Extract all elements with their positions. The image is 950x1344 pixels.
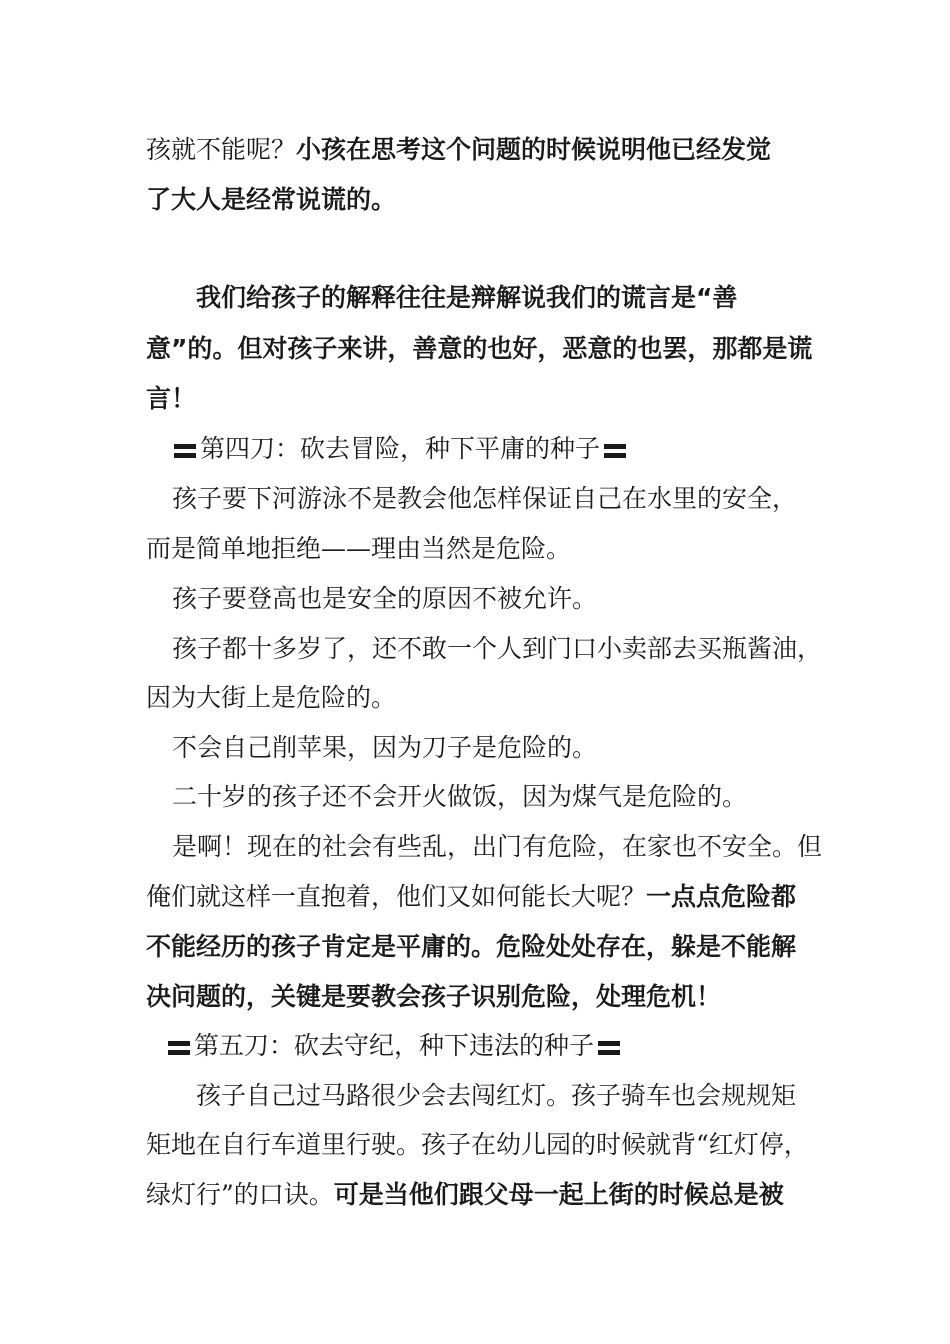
paragraph-line: 不能经历的孩子肯定是平庸的。危险处处存在，躲是不能解	[146, 932, 797, 961]
paragraph-line: 孩子要登高也是安全的原因不被允许。	[172, 584, 598, 613]
double-bar-icon	[604, 444, 626, 458]
paragraph-line: 意”的。但对孩子来讲，善意的也好，恶意的也罢，那都是谎	[146, 334, 813, 363]
paragraph-line	[146, 133, 771, 167]
text-span: 绿灯行”的口诀。	[146, 1180, 334, 1209]
bold-text-span: 小孩在思考这个问题的时候说明他已经发觉	[296, 135, 772, 164]
paragraph-line	[146, 880, 796, 914]
paragraph-line: 孩子自己过马路很少会去闯红灯。孩子骑车也会规规矩	[196, 1081, 797, 1110]
paragraph-line: 孩子要下河游泳不是教会他怎样保证自己在水里的安全，	[172, 484, 798, 513]
text-span: 孩就不能呢？	[146, 135, 297, 164]
section-heading	[164, 1029, 624, 1063]
paragraph-line: 是啊！现在的社会有些乱，出门有危险，在家也不安全。但	[172, 832, 823, 861]
section-heading-text: 第五刀：砍去守纪，种下违法的种子	[194, 1031, 595, 1060]
paragraph-line: 我们给孩子的解释往往是辩解说我们的谎言是“善	[196, 283, 738, 312]
text-span: 俺们就这样一直抱着，他们又如何能长大呢？	[146, 882, 647, 911]
double-bar-icon	[168, 1041, 190, 1055]
paragraph-line	[146, 1178, 784, 1212]
paragraph-line: 了大人是经常说谎的。	[146, 185, 397, 214]
paragraph-line: 言！	[146, 384, 197, 413]
bold-text-span: 可是当他们跟父母一起上街的时候总是被	[333, 1180, 784, 1209]
double-bar-icon	[598, 1041, 620, 1055]
paragraph-line: 二十岁的孩子还不会开火做饭，因为煤气是危险的。	[172, 782, 748, 811]
paragraph-line: 不会自己削苹果，因为刀子是危险的。	[172, 733, 598, 762]
section-heading-text: 第四刀：砍去冒险，种下平庸的种子	[200, 434, 601, 463]
double-bar-icon	[174, 444, 196, 458]
paragraph-line: 因为大街上是危险的。	[146, 683, 397, 712]
paragraph-line: 而是简单地拒绝——理由当然是危险。	[146, 534, 572, 563]
bold-text-span: 一点点危险都	[646, 882, 797, 911]
paragraph-line: 孩子都十多岁了，还不敢一个人到门口小卖部去买瓶酱油，	[172, 634, 823, 663]
paragraph-line: 矩地在自行车道里行驶。孩子在幼儿园的时候就背“红灯停，	[146, 1130, 809, 1159]
paragraph-line: 决问题的，关键是要教会孩子识别危险，处理危机！	[146, 982, 722, 1011]
section-heading	[170, 432, 630, 466]
